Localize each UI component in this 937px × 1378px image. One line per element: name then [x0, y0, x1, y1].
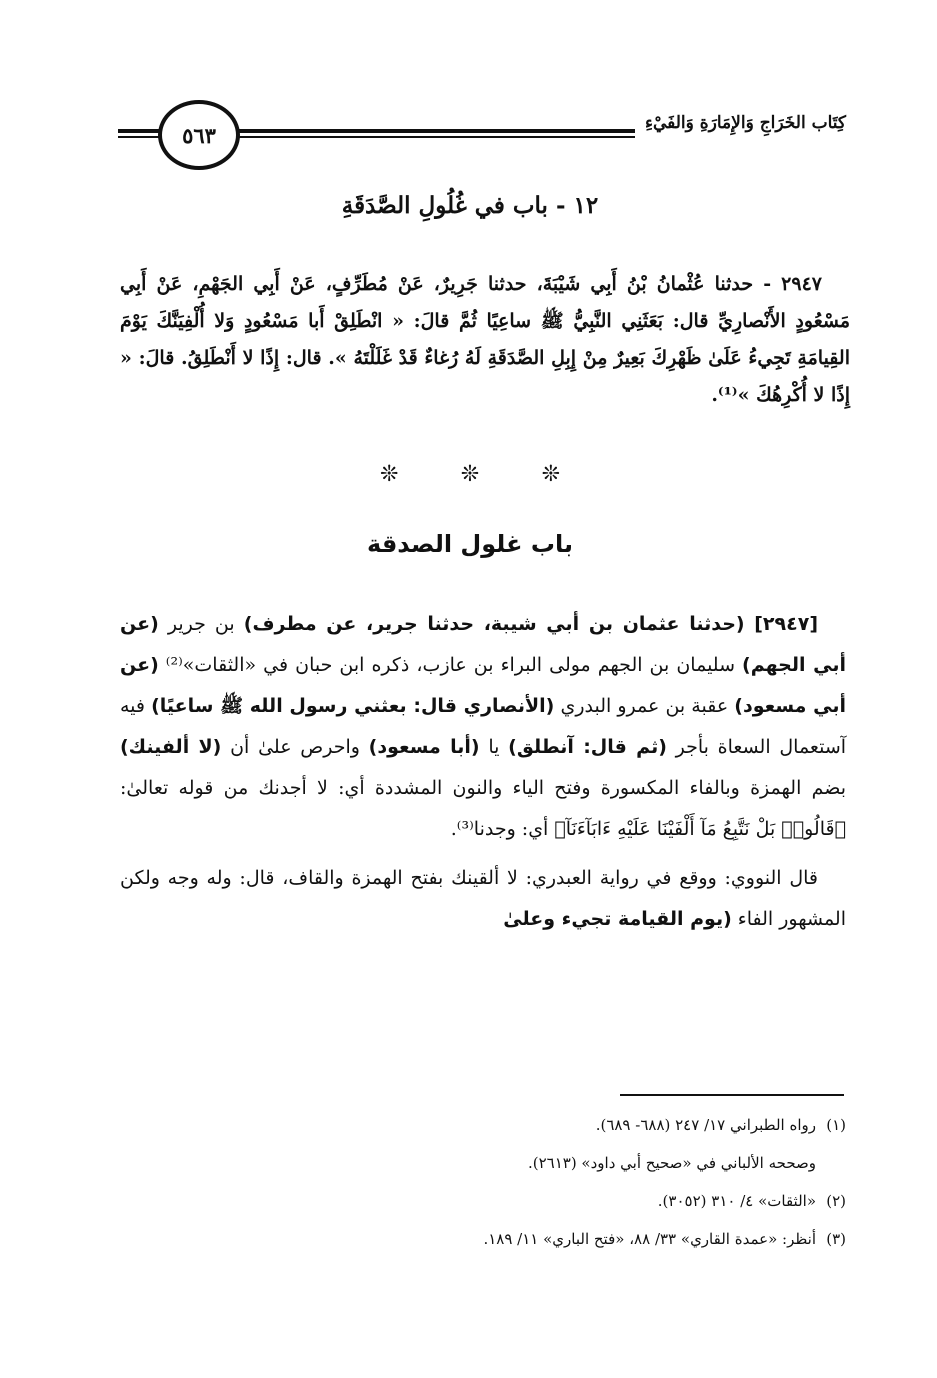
separator-star-icon: ❊: [460, 462, 480, 487]
commentary-text: فيه آستعمال السعاة بأجر: [120, 695, 847, 758]
chapter-title: ١٢ - باب في غُلُولِ الصَّدَقَةِ: [341, 192, 599, 219]
commentary-paragraph-2: [120, 858, 846, 940]
commentary-quoted-text: (الأنصاري قال: بعثني رسول الله ﷺ ساعيًا): [151, 695, 555, 717]
footnote-1: [120, 1106, 846, 1144]
commentary-text: واحرص علىٰ أن: [221, 736, 369, 758]
footnote-text: وصححه الألباني في «صحيح أبي داود» (٢٦١٣).: [527, 1154, 816, 1172]
commentary-quoted-text: (لا ألفينك): [120, 736, 222, 758]
commentary-paragraph-1: [120, 604, 846, 850]
footnote-2: [120, 1182, 846, 1220]
commentary-text: بضم الهمزة وبالفاء المكسورة وفتح الياء والنون المشددة أي: لا أجدنك من قوله تعالىٰ: ﴿قَالُوا۟ بَلْ نَتَّبِعُ مَآ أَلْفَيْنَا عَلَيْهِ ءَابَآءَنَآ﴾ أي: وجدنا⁽³⁾.: [120, 777, 846, 840]
commentary-section-title: باب غلول الصدقة: [367, 530, 573, 558]
commentary-text: عقبة بن عمرو البدري: [554, 695, 735, 717]
commentary-block: [120, 604, 846, 948]
footnote-number: (٢): [826, 1192, 846, 1210]
footnote-text: أنظر: «عمدة القاري» ٣٣/ ٨٨، «فتح الباري» ١١/ ١٨٩.: [483, 1230, 816, 1248]
page-header: [118, 100, 850, 168]
commentary-quoted-text: (أبا مسعود): [368, 736, 480, 758]
commentary-text: يا: [479, 736, 509, 758]
footnote-divider: [620, 1094, 844, 1096]
commentary-quoted-text: (ثم قال: آنطلق): [508, 736, 667, 758]
page-number-badge: ٥٦٣: [158, 100, 240, 170]
section-separator: [380, 462, 560, 487]
commentary-quoted-text: (عن أبي مسعود): [120, 654, 846, 717]
running-book-title: كِتَاب الخَرَاجِ وَالإِمَارَةِ وَالفَيْءِ: [635, 108, 850, 138]
footnote-text: «الثقات» ٤/ ٣١٠ (٣٠٥٢).: [657, 1192, 816, 1210]
separator-star-icon: ❊: [541, 462, 560, 487]
footnote-text: رواه الطبراني ١٧/ ٢٤٧ (٦٨٨- ٦٨٩).: [595, 1116, 816, 1134]
footnote-1-continuation: [120, 1144, 846, 1182]
footnotes: [120, 1106, 846, 1258]
hadith-text: ٢٩٤٧ - حدثنا عُثْمانُ بْنُ أَبِي شَيْبَةَ، حدثنا جَرِيرٌ، عَنْ مُطَرِّفٍ، عَنْ أَبِي الجَهْمِ، عَنْ أَبِي مَسْعُودٍ الأَنْصارِيِّ قال: بَعَثَنِي النَّبِيُّ ﷺ ساعِيًا ثُمَّ قالَ: « انْطَلِقْ أَبا مَسْعُودٍ وَلا أُلْفِيَنَّكَ يَوْمَ القِيامَةِ تَجِيءُ عَلَىٰ ظَهْرِكَ بَعِيرٌ مِنْ إِبِلِ الصَّدَقَةِ لَهُ رُغاءٌ قَدْ غَلَلْتَهُ ». قال: إِذًا لا أَنْطَلِقُ. قالَ: « إِذًا لا أُكْرِهُكَ »⁽¹⁾.: [120, 273, 851, 406]
commentary-quoted-text: (يوم القيامة تجيء وعلىٰ: [503, 908, 732, 930]
separator-star-icon: ❊: [380, 462, 399, 487]
commentary-quoted-text: [٢٩٤٧] (حدثنا عثمان بن أبي شيبة، حدثنا جرير، عن مطرف): [243, 613, 818, 635]
footnote-number: (٣): [826, 1230, 846, 1248]
commentary-quoted-text: (عن أبي الجهم): [120, 613, 846, 676]
commentary-text: قال النووي: ووقع في رواية العبدري: لا ألقينك بفتح الهمزة والقاف، قال: وله وجه ولكن المشهور الفاء: [120, 867, 846, 930]
hadith-text-block: [120, 266, 850, 414]
footnote-3: [120, 1220, 846, 1258]
commentary-text: سليمان بن الجهم مولى البراء بن عازب، ذكره ابن حبان في «الثقات»⁽²⁾: [158, 654, 743, 676]
commentary-text: بن جرير: [158, 613, 244, 635]
footnote-number: (١): [826, 1116, 846, 1134]
